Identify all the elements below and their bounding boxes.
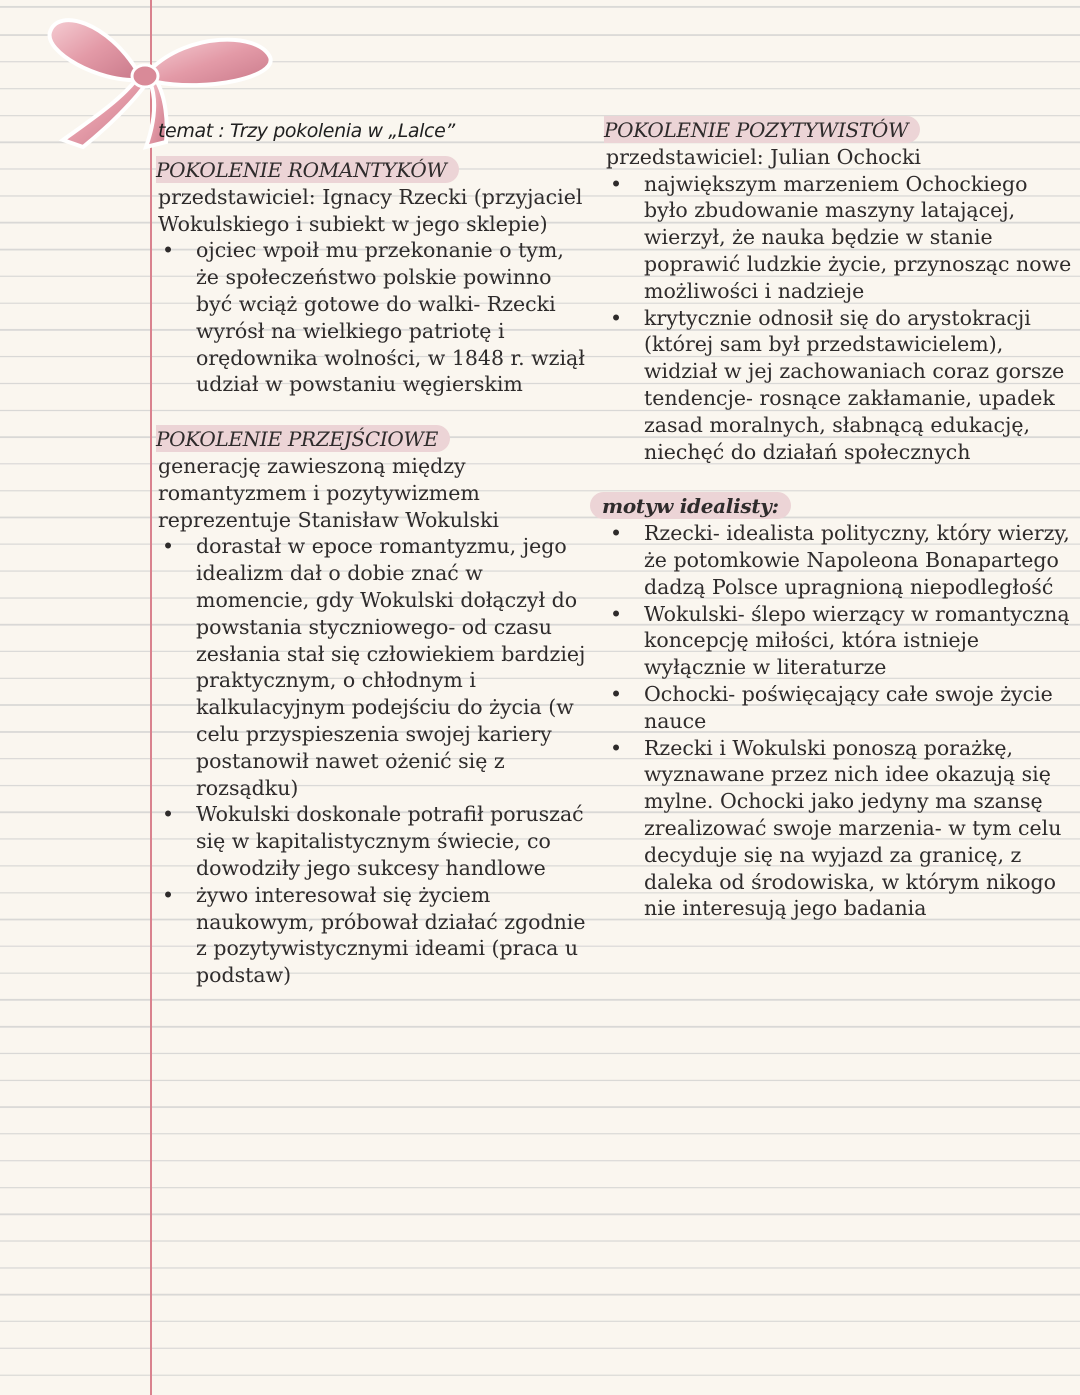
- list-item: • żywo interesował się życiem naukowym, próbował działać zgodnie z pozytywistycznymi ideami (praca u podstaw): [162, 882, 586, 988]
- list-item: • Wokulski doskonale potrafił poruszać się w kapitalistycznym świecie, co dowodziły jego sukcesy handlowe: [162, 802, 584, 880]
- section-idealist-motif: [602, 492, 1076, 922]
- bullet-list: [158, 237, 588, 398]
- bullet-list: [606, 171, 1076, 466]
- bullet-icon: •: [610, 601, 623, 626]
- left-column: [158, 116, 588, 989]
- topic-title: temat : Trzy pokolenia w „Lalce”: [158, 120, 455, 142]
- bullet-icon: •: [162, 802, 175, 827]
- bullet-icon: •: [610, 681, 623, 706]
- bullet-icon: •: [610, 521, 623, 546]
- right-column: [602, 116, 1076, 922]
- section-heading: POKOLENIE ROMANTYKÓW: [156, 156, 459, 183]
- representative-text: przedstawiciel: Ignacy Rzecki (przyjaciel Wokulskiego i subiekt w jego sklepie): [158, 184, 583, 236]
- representative-text: generację zawieszoną między romantyzmem i pozytywizmem reprezentuje Stanisław Wokulski: [158, 453, 499, 532]
- bullet-icon: •: [610, 305, 623, 330]
- section-heading: POKOLENIE POZYTYWISTÓW: [604, 116, 920, 143]
- list-item: • Ochocki- poświęcający całe swoje życie nauce: [610, 681, 1053, 733]
- bullet-list: [606, 520, 1076, 922]
- bullet-icon: •: [162, 238, 175, 263]
- section-heading: POKOLENIE PRZEJŚCIOWE: [156, 425, 450, 452]
- section-heading: motyw idealisty:: [590, 492, 791, 519]
- section-romantic: [158, 156, 588, 398]
- list-item: • Wokulski- ślepo wierzący w romantyczną koncepcję miłości, która istnieje wyłącznie w literaturze: [610, 601, 1070, 680]
- bullet-icon: •: [610, 735, 623, 760]
- bullet-icon: •: [162, 882, 175, 907]
- list-item: • Rzecki i Wokulski ponoszą porażkę, wyznawane przez nich idee okazują się mylne. Ochocki jako jedyny ma szansę zrealizować swoje marzenia- w tym celu decyduje się na wyjazd za granicę, z daleka od środowiska, w którym nikogo nie interesują jego badania: [610, 735, 1062, 921]
- bullet-list: [158, 533, 588, 989]
- bullet-icon: •: [610, 171, 623, 196]
- list-item: • Rzecki- idealista polityczny, który wierzy, że potomkowie Napoleona Bonapartego dadzą Polsce upragnioną niepodległość: [610, 521, 1070, 599]
- section-transitional: [158, 425, 588, 989]
- section-positivist: [606, 116, 1076, 465]
- list-item: • dorastał w epoce romantyzmu, jego idealizm dał o dobie znać w momencie, gdy Wokulski dołączył do powstania styczniowego- od czasu zesłania stał się człowiekiem bardziej praktycznym, o chłodnym i kalkulacyjnym podejściu do życia (w celu przyspieszenia swojej kariery postanowił nawet ożenić się z rozsądku): [162, 534, 586, 800]
- representative-text: przedstawiciel: Julian Ochocki: [606, 144, 921, 169]
- list-item: • największym marzeniem Ochockiego było zbudowanie maszyny latającej, wierzył, że nauka będzie w stanie poprawić ludzkie życie, przynosząc nowe możliwości i nadzieje: [610, 171, 1072, 303]
- bullet-icon: •: [162, 534, 175, 559]
- list-item: • ojciec wpoił mu przekonanie o tym, że społeczeństwo polskie powinno być wciąż gotowe do walki- Rzecki wyrósł na wielkiego patriotę i orędownika wolności, w 1848 r. wziął udział w powstaniu węgierskim: [162, 238, 585, 397]
- list-item: • krytycznie odnosił się do arystokracji (której sam był przedstawicielem), widział w jej zachowaniach coraz gorsze tendencje- rosnące zakłamanie, upadek zasad moralnych, słabnącą edukację, niechęć do działań społecznych: [610, 305, 1065, 464]
- notebook-margin-line: [150, 0, 152, 1395]
